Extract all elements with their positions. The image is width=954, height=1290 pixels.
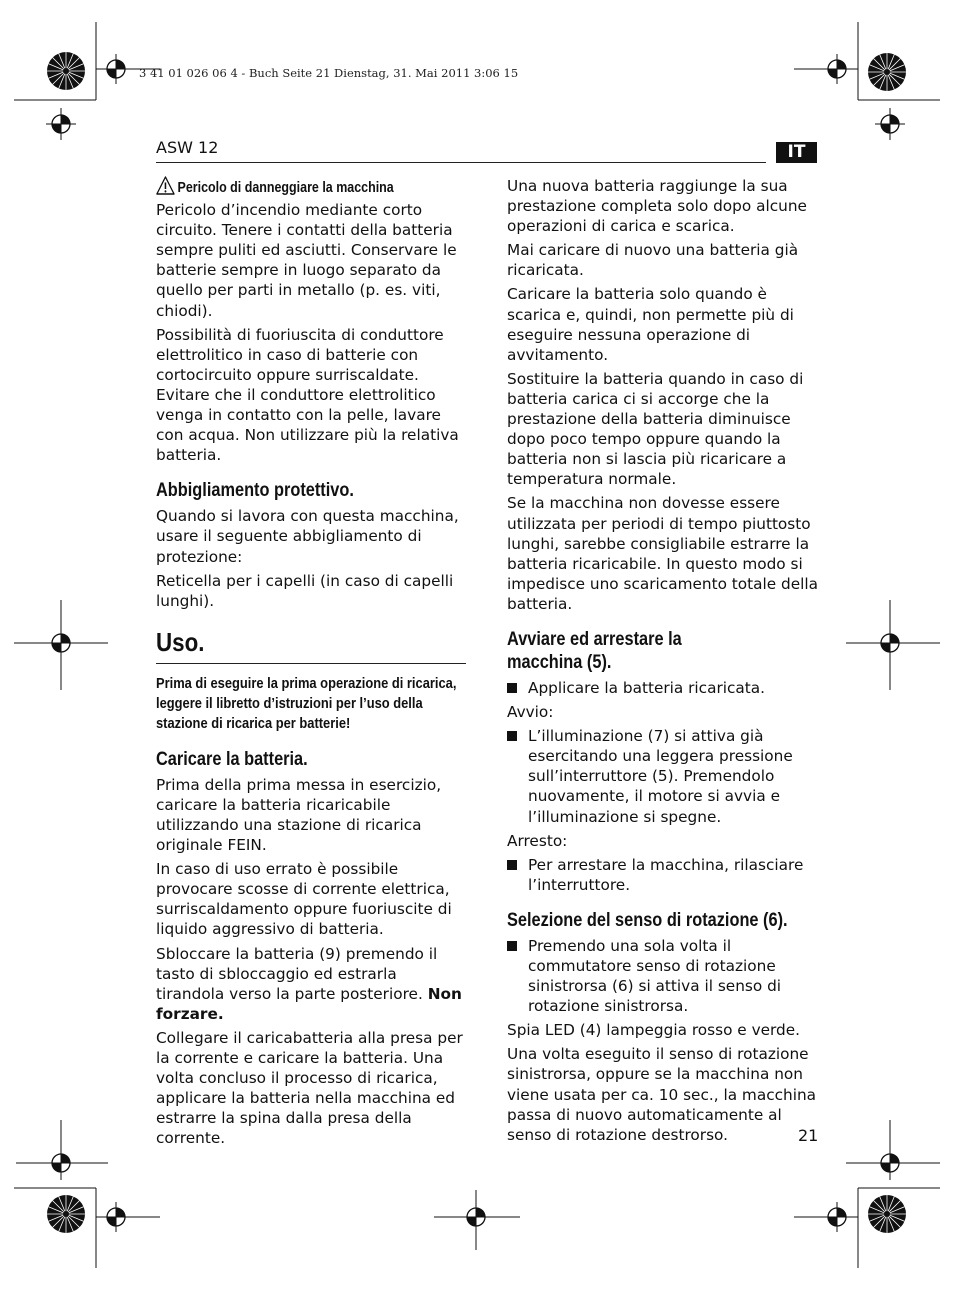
warning-triangle-icon [156, 176, 175, 195]
use-heading-rule [156, 663, 466, 664]
battery-paragraph-1: Una nuova batteria raggiunge la sua prestazione completa solo dopo alcune operazioni di carica e scarica. [507, 177, 807, 236]
charge-paragraph-4: Collegare il caricabatteria alla presa per la corrente e caricare la batteria. Una volta concluso il processo di ricarica, applicare la batteria nella macchina ed estrarre la spina dalla presa della corrente. [156, 1028, 463, 1148]
language-tag: IT [776, 142, 817, 163]
charge-paragraph-2: In caso di uso errato è possibile provocare scosse di corrente elettrica, surriscaldamento oppure fuoriuscite di liquido aggressivo di batteria. [156, 860, 452, 939]
list-item [507, 726, 819, 826]
right-column [507, 176, 819, 1149]
battery-paragraph-4: Sostituire la batteria quando in caso di batteria carica ci si accorge che la prestazione della batteria diminuisce dopo poco tempo oppure quando la batteria non si lascia più ricaricare a temperatura normale. [507, 369, 804, 489]
warning-paragraph-1: Pericolo d’incendio mediante corto circuito. Tenere i contatti della batteria sempre puliti ed asciutti. Conservare le batterie sempre in luogo separato da quello per parti in metallo (p. es. viti, chiodi). [156, 201, 457, 320]
battery-paragraph-5: Se la macchina non dovesse essere utilizzata per periodi di tempo piuttosto lunghi, sarebbe consigliabile estrarre la batteria ricaricabile. In questo modo si impedisce uno scaricamento totale della batteria. [507, 494, 819, 613]
warning-heading: Pericolo di danneggiare la macchina [177, 180, 394, 196]
charge-paragraph-3 [156, 944, 468, 1024]
protective-heading: Abbigliamento protettivo. [156, 480, 354, 502]
bullet-square-icon [507, 860, 517, 870]
rotation-paragraph-2: Una volta eseguito il senso di rotazione sinistrorsa, oppure se la macchina non viene usata per ca. 10 sec., la macchina passa di nuovo automaticamente al senso di rotazione destrorso. [507, 1045, 817, 1144]
battery-paragraph-2: Mai caricare di nuovo una batteria già ricaricata. [507, 241, 799, 280]
rotation-paragraph-1: Spia LED (4) lampeggia rosso e verde. [507, 1021, 801, 1040]
rotation-heading: Selezione del senso di rotazione (6). [507, 909, 788, 931]
use-note: Prima di eseguire la prima operazione di ricarica, leggere il libretto d’istruzioni per l’uso della stazione di ricarica per batterie! [156, 674, 457, 732]
protective-paragraph-1: Quando si lavora con questa macchina, usare il seguente abbigliamento di protezione: [156, 507, 459, 566]
charge-paragraph-3-text: Sbloccare la batteria (9) premendo il tasto di sbloccaggio ed estrarla tirandola verso la parte posteriore. [156, 944, 438, 1003]
protective-paragraph-2: Reticella per i capelli (in caso di capelli lunghi). [156, 571, 454, 610]
page-number: 21 [798, 1126, 819, 1145]
left-column [156, 176, 468, 1152]
start-bullet-1: Applicare la batteria ricaricata. [528, 678, 766, 697]
warning-heading-row [156, 176, 424, 198]
bullet-square-icon [507, 941, 517, 951]
rotation-bullet-1: Premendo una sola volta il commutatore senso di rotazione sinistrorsa (6) si attiva il senso di rotazione sinistrorsa. [528, 936, 782, 1016]
charge-paragraph-3-bold: Non forzare. [156, 984, 462, 1023]
stop-bullet-1: Per arrestare la macchina, rilasciare l’interruttore. [528, 855, 804, 894]
list-item [507, 678, 819, 698]
print-info: 3 41 01 026 06 4 - Buch Seite 21 Dienstag, 31. Mai 2011 3:06 15 [139, 66, 519, 80]
battery-paragraph-3: Caricare la batteria solo quando è scarica e, quindi, non permette più di eseguire nessuna operazione di avvitamento. [507, 285, 794, 364]
stop-label: Arresto: [507, 831, 568, 850]
charge-paragraph-1: Prima della prima messa in esercizio, caricare la batteria ricaricabile utilizzando una stazione di ricarica originale FEIN. [156, 775, 442, 855]
start-stop-heading: Avviare ed arrestare la macchina (5). [507, 628, 682, 673]
bullet-square-icon [507, 683, 517, 693]
header-rule [156, 162, 766, 163]
start-bullet-2: L’illuminazione (7) si attiva già esercitando una leggera pressione sull’interruttore (5). Premendolo nuovamente, il motore si avvia e l’illuminazione si spegne. [528, 727, 793, 826]
bullet-square-icon [507, 731, 517, 741]
list-item [507, 936, 819, 1016]
use-heading: Uso. [156, 626, 205, 657]
list-item [507, 855, 819, 895]
warning-paragraph-2: Possibilità di fuoriuscita di conduttore elettrolitico in caso di batterie con cortocircuito oppure surriscaldate. Evitare che il conduttore elettrolitico venga in contatto con la pelle, lavare con acqua. Non utilizzare più la relativa batteria. [156, 325, 459, 465]
running-head-model: ASW 12 [156, 138, 219, 157]
charge-heading: Caricare la batteria. [156, 748, 308, 770]
start-label: Avvio: [507, 703, 554, 722]
